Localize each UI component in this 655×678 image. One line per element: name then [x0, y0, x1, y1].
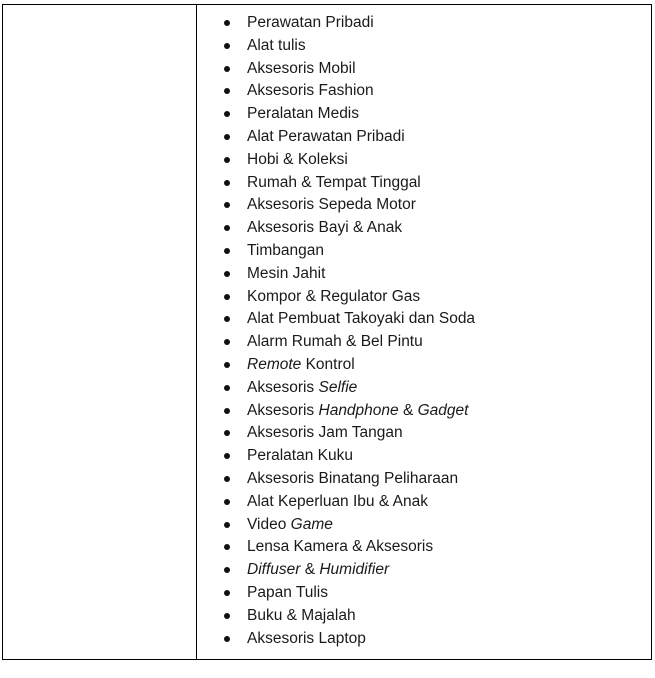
bullet-icon [224, 430, 230, 436]
bullet-icon [224, 567, 230, 573]
text-segment: Peralatan Kuku [247, 447, 353, 465]
list-item-text [247, 58, 356, 80]
italic-text: Remote [247, 355, 302, 373]
text-segment: Aksesoris Fashion [247, 82, 374, 100]
bullet-icon [224, 20, 230, 26]
bullet-icon [224, 408, 230, 414]
text-segment: Aksesoris Mobil [247, 59, 356, 77]
text-segment: Alat tulis [247, 36, 306, 54]
italic-text: Selfie [318, 378, 358, 396]
list-item-text [247, 445, 353, 467]
bullet-icon [224, 225, 230, 231]
list-item-text [247, 194, 416, 216]
text-segment: Aksesoris Laptop [247, 629, 366, 647]
bullet-icon [224, 362, 230, 368]
list-item-text [247, 582, 328, 604]
list-item-text [247, 628, 366, 650]
list-item-text [247, 240, 324, 262]
bullet-icon [224, 499, 230, 505]
list-item-text [247, 263, 325, 285]
list-item-text [247, 35, 306, 57]
text-segment: Kontrol [301, 355, 355, 373]
bullet-icon [224, 88, 230, 94]
text-segment: Timbangan [247, 241, 324, 259]
text-segment: Peralatan Medis [247, 105, 360, 123]
text-segment: Aksesoris Sepeda Motor [247, 196, 416, 214]
text-segment: Perawatan Pribadi [247, 14, 374, 31]
list-item-text [247, 514, 333, 536]
italic-text: Diffuser [247, 561, 301, 579]
italic-text: Humidifier [319, 561, 390, 579]
list-item-text [247, 126, 405, 148]
text-segment: Buku & Majalah [247, 606, 356, 624]
bullet-icon [224, 111, 230, 117]
text-segment: Alarm Rumah & Bel Pintu [247, 333, 423, 351]
text-segment: Aksesoris Binatang Peliharaan [247, 469, 459, 487]
list-item-text [247, 103, 359, 125]
bullet-icon [224, 271, 230, 277]
bullet-icon [224, 544, 230, 550]
bullet-icon [224, 613, 230, 619]
text-segment: Aksesoris Bayi & Anak [247, 219, 403, 237]
table-cell-left [3, 5, 197, 659]
bullet-icon [224, 134, 230, 140]
list-item-text [247, 536, 433, 558]
text-segment: & [300, 561, 320, 579]
bullet-icon [224, 248, 230, 254]
bullet-icon [224, 636, 230, 642]
italic-text: Handphone [318, 401, 399, 419]
text-segment: Aksesoris Jam Tangan [247, 424, 403, 442]
list-item-text [247, 400, 468, 422]
list-item-text [247, 559, 389, 581]
text-segment: & [398, 401, 418, 419]
list-item-text [247, 605, 356, 627]
text-segment: Video [247, 515, 291, 533]
list-item-text [247, 331, 423, 353]
text-segment: Hobi & Koleksi [247, 150, 348, 168]
list-item-text [247, 286, 420, 308]
list-item-text [247, 149, 348, 171]
bullet-icon [224, 476, 230, 482]
list-item-text [247, 491, 428, 513]
list-item-text [247, 422, 403, 444]
list-item-text [247, 80, 374, 102]
bullet-icon [224, 157, 230, 163]
list-item-text [247, 377, 357, 399]
bullet-icon [224, 453, 230, 459]
list-item-text [247, 12, 374, 34]
table-cell-right [197, 5, 651, 659]
bullet-icon [224, 294, 230, 300]
document-table [2, 4, 652, 660]
bullet-icon [224, 43, 230, 49]
bullet-icon [224, 385, 230, 391]
bullet-icon [224, 590, 230, 596]
bullet-icon [224, 202, 230, 208]
list-item-text [247, 354, 355, 376]
text-segment: Kompor & Regulator Gas [247, 287, 421, 305]
text-segment: Alat Keperluan Ibu & Anak [247, 492, 428, 510]
list-item-text [247, 308, 475, 330]
text-segment: Lensa Kamera & Aksesoris [247, 538, 434, 556]
bullet-icon [224, 180, 230, 186]
text-segment: Aksesoris [247, 378, 319, 396]
bullet-icon [224, 316, 230, 322]
italic-text: Gadget [417, 401, 469, 419]
text-segment: Papan Tulis [247, 583, 328, 601]
italic-text: Game [290, 515, 333, 533]
list-item-text [247, 172, 421, 194]
bullet-icon [224, 522, 230, 528]
bullet-icon [224, 66, 230, 72]
text-segment: Alat Perawatan Pribadi [247, 127, 405, 145]
text-segment: Rumah & Tempat Tinggal [247, 173, 421, 191]
text-segment: Alat Pembuat Takoyaki dan Soda [247, 310, 476, 328]
text-segment: Mesin Jahit [247, 264, 326, 282]
list-item-text [247, 217, 402, 239]
list-item-text [247, 468, 458, 490]
text-segment: Aksesoris [247, 401, 319, 419]
bullet-icon [224, 339, 230, 345]
